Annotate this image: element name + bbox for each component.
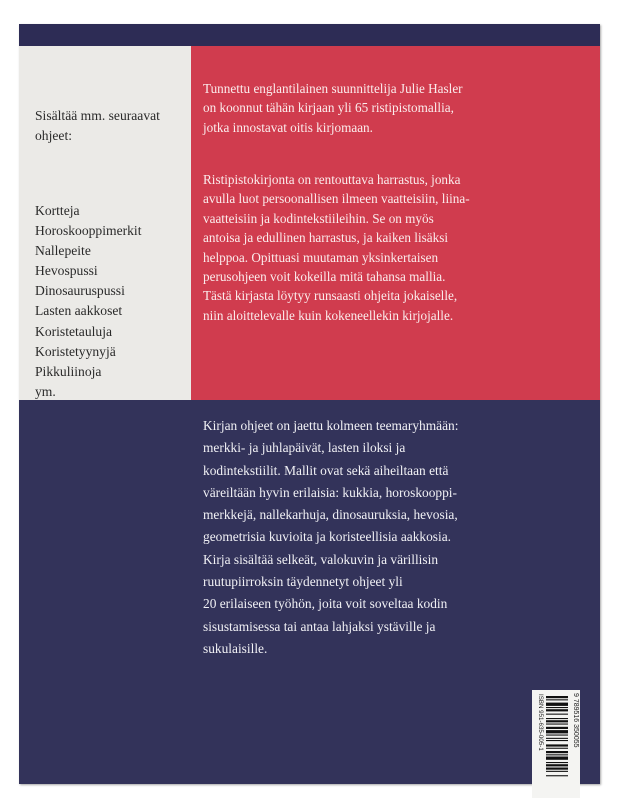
contents-intro-line: ohjeet: xyxy=(35,128,72,143)
barcode-bars xyxy=(546,696,568,776)
barcode-bar xyxy=(546,754,568,755)
list-item: Koristetyynyjä xyxy=(35,343,116,359)
barcode-bar xyxy=(546,727,568,729)
text-line: merkkejä, nallekarhuja, dinosauruksia, hevosia, xyxy=(203,507,458,523)
text-line: Kirja sisältää selkeät, valokuvin ja värillisin xyxy=(203,551,439,567)
isbn-text: ISBN 951-635-005-1 xyxy=(537,694,544,751)
list-item: Koristetauluja xyxy=(35,323,113,339)
text-line: helppoa. Opittuasi muutaman yksinkertaisen xyxy=(203,249,439,265)
barcode-bar xyxy=(546,718,568,719)
text-line: sisustamisessa tai antaa lahjaksi ystäville ja xyxy=(203,618,436,634)
book-back-cover xyxy=(19,24,600,784)
barcode-bar xyxy=(546,775,568,776)
barcode-bar xyxy=(546,730,568,733)
text-line: vaatteisiin ja kodintekstiileihin. Se on myös xyxy=(203,210,434,226)
text-line: Ristipistokirjonta on rentouttava harrastus, jonka xyxy=(203,172,461,187)
barcode-bar xyxy=(546,696,568,698)
barcode-digits: 9 789516 350055 xyxy=(572,693,579,748)
barcode-bar xyxy=(546,724,568,725)
barcode-bar xyxy=(546,738,568,739)
barcode-bar xyxy=(546,751,568,753)
list-item: Pikkuliinoja xyxy=(35,363,102,379)
barcode-bar xyxy=(546,699,568,700)
intro-paragraph xyxy=(203,79,588,137)
barcode-bar xyxy=(546,703,568,706)
isbn-barcode xyxy=(532,690,580,798)
list-item: Dinosauruspussi xyxy=(35,283,125,299)
list-item: Kortteja xyxy=(35,203,80,218)
contents-panel xyxy=(19,46,191,400)
barcode-bar xyxy=(546,714,568,715)
text-line: on koonnut tähän kirjaan yli 65 ristipistomallia, xyxy=(203,100,454,116)
barcode-bar xyxy=(546,740,568,741)
text-line: perusohjeen voit kokeilla mitä tahansa mallia. xyxy=(203,269,446,285)
barcode-bar xyxy=(546,709,568,711)
barcode-bar xyxy=(546,720,568,722)
list-item: Horoskooppimerkit xyxy=(35,223,142,239)
text-line: niin aloittelevalle kuin kokeneellekin kirjojalle. xyxy=(203,307,454,323)
barcode-bar xyxy=(546,735,568,736)
text-line: Tunnettu englantilainen suunnittelija Julie Hasler xyxy=(203,81,463,96)
barcode-graphic xyxy=(532,690,580,798)
text-line: jotka innostavat oitis kirjomaan. xyxy=(203,119,373,135)
top-band xyxy=(19,24,600,46)
barcode-bar xyxy=(546,757,568,760)
list-item: Lasten aakkoset xyxy=(35,303,123,319)
barcode-bar xyxy=(546,764,568,766)
text-line: merkki- ja juhlapäivät, lasten iloksi ja xyxy=(203,440,406,456)
barcode-bar xyxy=(546,748,568,749)
barcode-bar xyxy=(546,744,568,746)
text-line: antoisa ja edullinen harrastus, ja kaiken lisäksi xyxy=(203,230,448,246)
list-item: Nallepeite xyxy=(35,243,91,259)
text-line: Kirjan ohjeet on jaettu kolmeen teemaryhmään: xyxy=(203,418,459,433)
text-line: 20 erilaiseen työhön, joita voit soveltaa kodin xyxy=(203,596,448,612)
contents-intro-line: Sisältää mm. seuraavat xyxy=(35,108,160,123)
text-line: sukulaisille. xyxy=(203,640,268,656)
list-item: ym. xyxy=(35,383,56,399)
text-line: Tästä kirjasta löytyy runsaasti ohjeita jokaiselle, xyxy=(203,288,458,304)
text-line: kodintekstiilit. Mallit ovat sekä aiheiltaan että xyxy=(203,462,449,478)
list-item: Hevospussi xyxy=(35,263,98,279)
contents-intro xyxy=(35,106,160,146)
barcode-bar xyxy=(546,771,568,772)
text-line: geometrisia kuvioita ja koristeellisia aakkosia. xyxy=(203,529,452,545)
summary-paragraph xyxy=(203,415,523,660)
barcode-bar xyxy=(546,707,568,708)
text-line: ruutupiirroksin täydennetyt ohjeet yli xyxy=(203,574,403,590)
text-line: väreiltään hyvin erilaisia: kukkia, horoskooppi- xyxy=(203,484,457,500)
barcode-bar xyxy=(546,768,568,770)
description-paragraph xyxy=(203,170,588,325)
barcode-bar xyxy=(546,762,568,763)
text-line: avulla luot persoonallisen ilmeen vaatteisiin, liina- xyxy=(203,191,470,207)
contents-list xyxy=(35,201,141,402)
